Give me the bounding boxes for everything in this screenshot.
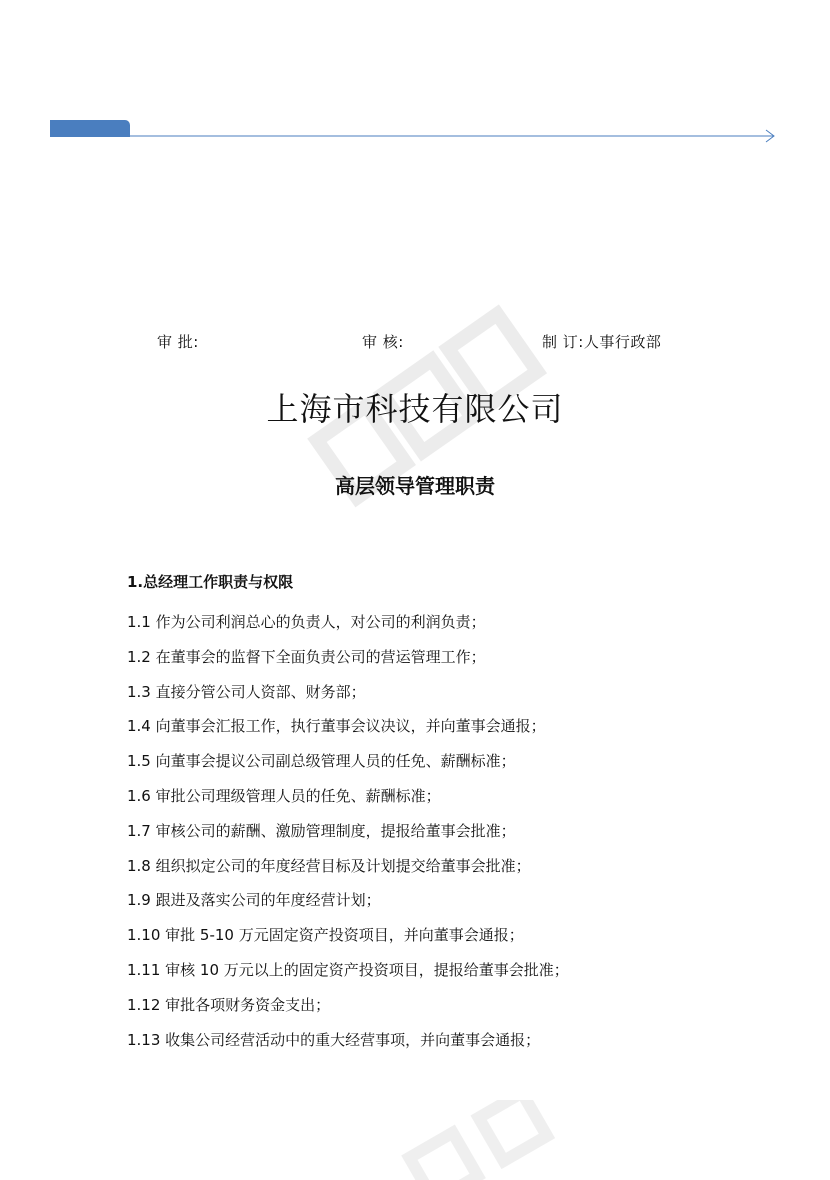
duty-item: 1.9 跟进及落实公司的年度经营计划； bbox=[127, 891, 381, 910]
prepared-by-label: 制 订:人事行政部 bbox=[542, 333, 662, 351]
duty-item: 1.5 向董事会提议公司副总级管理人员的任免、薪酬标准； bbox=[127, 752, 516, 771]
duty-item: 1.13 收集公司经营活动中的重大经营事项，并向董事会通报； bbox=[127, 1030, 541, 1049]
company-title: 上海市科技有限公司 bbox=[266, 390, 564, 428]
document-subtitle: 高层领导管理职责 bbox=[335, 474, 495, 498]
watermark-graphic-bottom bbox=[380, 1100, 580, 1180]
duty-item: 1.12 审批各项财务资金支出； bbox=[127, 995, 331, 1014]
duty-item: 1.4 向董事会汇报工作，执行董事会议决议，并向董事会通报； bbox=[127, 717, 546, 736]
duty-item: 1.7 审核公司的薪酬、激励管理制度，提报给董事会批准； bbox=[127, 821, 516, 840]
duty-item: 1.11 审核 10 万元以上的固定资产投资项目，提报给董事会批准； bbox=[127, 960, 569, 979]
duty-item: 1.3 直接分管公司人资部、财务部； bbox=[127, 682, 366, 701]
header-arrow-line bbox=[50, 128, 780, 144]
duty-item: 1.8 组织拟定公司的年度经营目标及计划提交给董事会批准； bbox=[127, 856, 531, 875]
duty-item: 1.10 审批 5-10 万元固定资产投资项目，并向董事会通报； bbox=[127, 926, 524, 945]
duty-item: 1.1 作为公司利润总心的负责人，对公司的利润负责； bbox=[127, 613, 486, 631]
section-heading: 1.总经理工作职责与权限 bbox=[127, 573, 294, 591]
duty-item: 1.6 审批公司理级管理人员的任免、薪酬标准； bbox=[127, 786, 441, 805]
duty-list bbox=[127, 611, 569, 1063]
approve-label: 审 批: bbox=[157, 333, 199, 351]
review-label: 审 核: bbox=[362, 333, 404, 351]
approval-row bbox=[0, 331, 830, 353]
duty-item: 1.2 在董事会的监督下全面负责公司的营运管理工作； bbox=[127, 647, 486, 666]
